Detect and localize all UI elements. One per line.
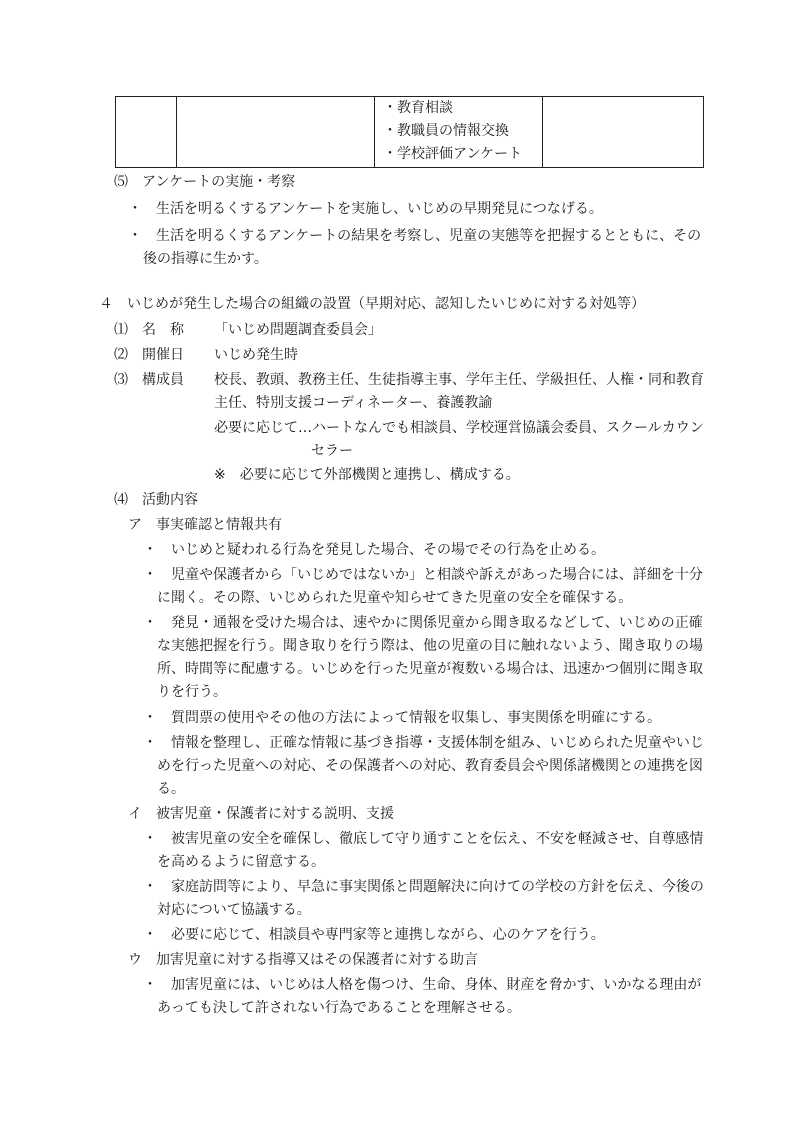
date-label: ⑵ 開催日: [114, 347, 184, 363]
table-cell-empty: [177, 97, 375, 168]
table-cell-empty: [543, 97, 704, 168]
list-item-cont: 所、時間等に配慮する。いじめを行った児童が複数いる場合は、迅速かつ個別に聞き取: [157, 661, 703, 677]
list-item: ・ 児童や保護者から「いじめではないか」と相談や訴えがあった場合には、詳細を十分: [143, 567, 703, 583]
list-item-cont: めを行った児童への対応、その保護者への対応、教育委員会や関係諸機関との連携を図: [157, 758, 703, 774]
members-text: セラー: [311, 443, 353, 459]
list-item-cont: を高めるように留意する。: [157, 854, 325, 870]
table-cell-items: [375, 97, 543, 168]
table-row: [116, 97, 704, 168]
name-label: ⑴ 名 称: [114, 322, 184, 338]
table-item: ・教職員の情報交換: [383, 123, 509, 139]
list-item-cont: に聞く。その際、いじめられた児童や知らせてきた児童の安全を確保する。: [157, 590, 633, 606]
section4-heading: ４ いじめが発生した場合の組織の設置（早期対応、認知したいじめに対する対処等）: [99, 296, 645, 312]
table-item: ・教育相談: [383, 100, 453, 116]
list-item: ・ いじめと疑われる行為を発見した場合、その場でその行為を止める。: [143, 542, 605, 558]
members-text: 必要に応じて…ハートなんでも相談員、学校運営協議会委員、スクールカウン: [214, 420, 704, 436]
section5-bullet: ・ 生活を明るくするアンケートの結果を考察し、児童の実態等を把握するとともに、その: [128, 228, 702, 244]
table-item: ・学校評価アンケート: [383, 146, 523, 162]
list-item: ・ 被害児童の安全を確保し、徹底して守り通すことを伝え、不安を軽減させ、自尊感情: [143, 831, 704, 847]
date-value: いじめ発生時: [214, 347, 298, 363]
subsection-heading: ウ 加害児童に対する指導又はその保護者に対する助言: [128, 952, 478, 968]
list-item: ・ 家庭訪問等により、早急に事実関係と問題解決に向けての学校の方針を伝え、今後の: [143, 879, 704, 895]
list-item-cont: る。: [157, 781, 185, 797]
table-cell-empty: [116, 97, 177, 168]
list-item-cont: あっても決して許されない行為であることを理解させる。: [157, 1000, 521, 1016]
list-item: ・ 情報を整理し、正確な情報に基づき指導・支援体制を組み、いじめられた児童やいじ: [143, 735, 704, 751]
list-item-cont: りを行う。: [157, 684, 227, 700]
list-item-cont: な実態把握を行う。聞き取りを行う際は、他の児童の目に触れないよう、聞き取りの場: [157, 638, 703, 654]
list-item: ・ 質問票の使用やその他の方法によって情報を収集し、事実関係を明確にする。: [143, 710, 661, 726]
section5-bullet-cont: 後の指導に生かす。: [143, 251, 268, 267]
subsection-heading: イ 被害児童・保護者に対する説明、支援: [128, 806, 394, 822]
list-item: ・ 発見・通報を受けた場合は、速やかに関係児童から聞き取るなどして、いじめの正確: [143, 615, 703, 631]
section5-bullet: ・ 生活を明るくするアンケートを実施し、いじめの早期発見につなげる。: [128, 201, 603, 217]
list-item: ・ 必要に応じて、相談員や専門家等と連携しながら、心のケアを行う。: [143, 927, 605, 943]
name-value: 「いじめ問題調査委員会」: [214, 322, 382, 338]
list-item: ・ 加害児童には、いじめは人格を傷つけ、生命、身体、財産を脅かす、いかなる理由が: [143, 977, 702, 993]
members-text: 主任、特別支援コーディネーター、養護教諭: [214, 395, 493, 411]
subsection-heading: ア 事実確認と情報共有: [128, 517, 282, 533]
section5-heading: ⑸ アンケートの実施・考察: [114, 174, 296, 190]
members-label: ⑶ 構成員: [114, 372, 184, 388]
list-item-cont: 対応について協議する。: [157, 902, 311, 918]
activities-label: ⑷ 活動内容: [114, 492, 198, 508]
activity-table: [115, 96, 704, 168]
members-text: 校長、教頭、教務主任、生徒指導主事、学年主任、学級担任、人権・同和教育: [214, 372, 704, 388]
members-note: ※ 必要に応じて外部機関と連携し、構成する。: [214, 467, 520, 483]
